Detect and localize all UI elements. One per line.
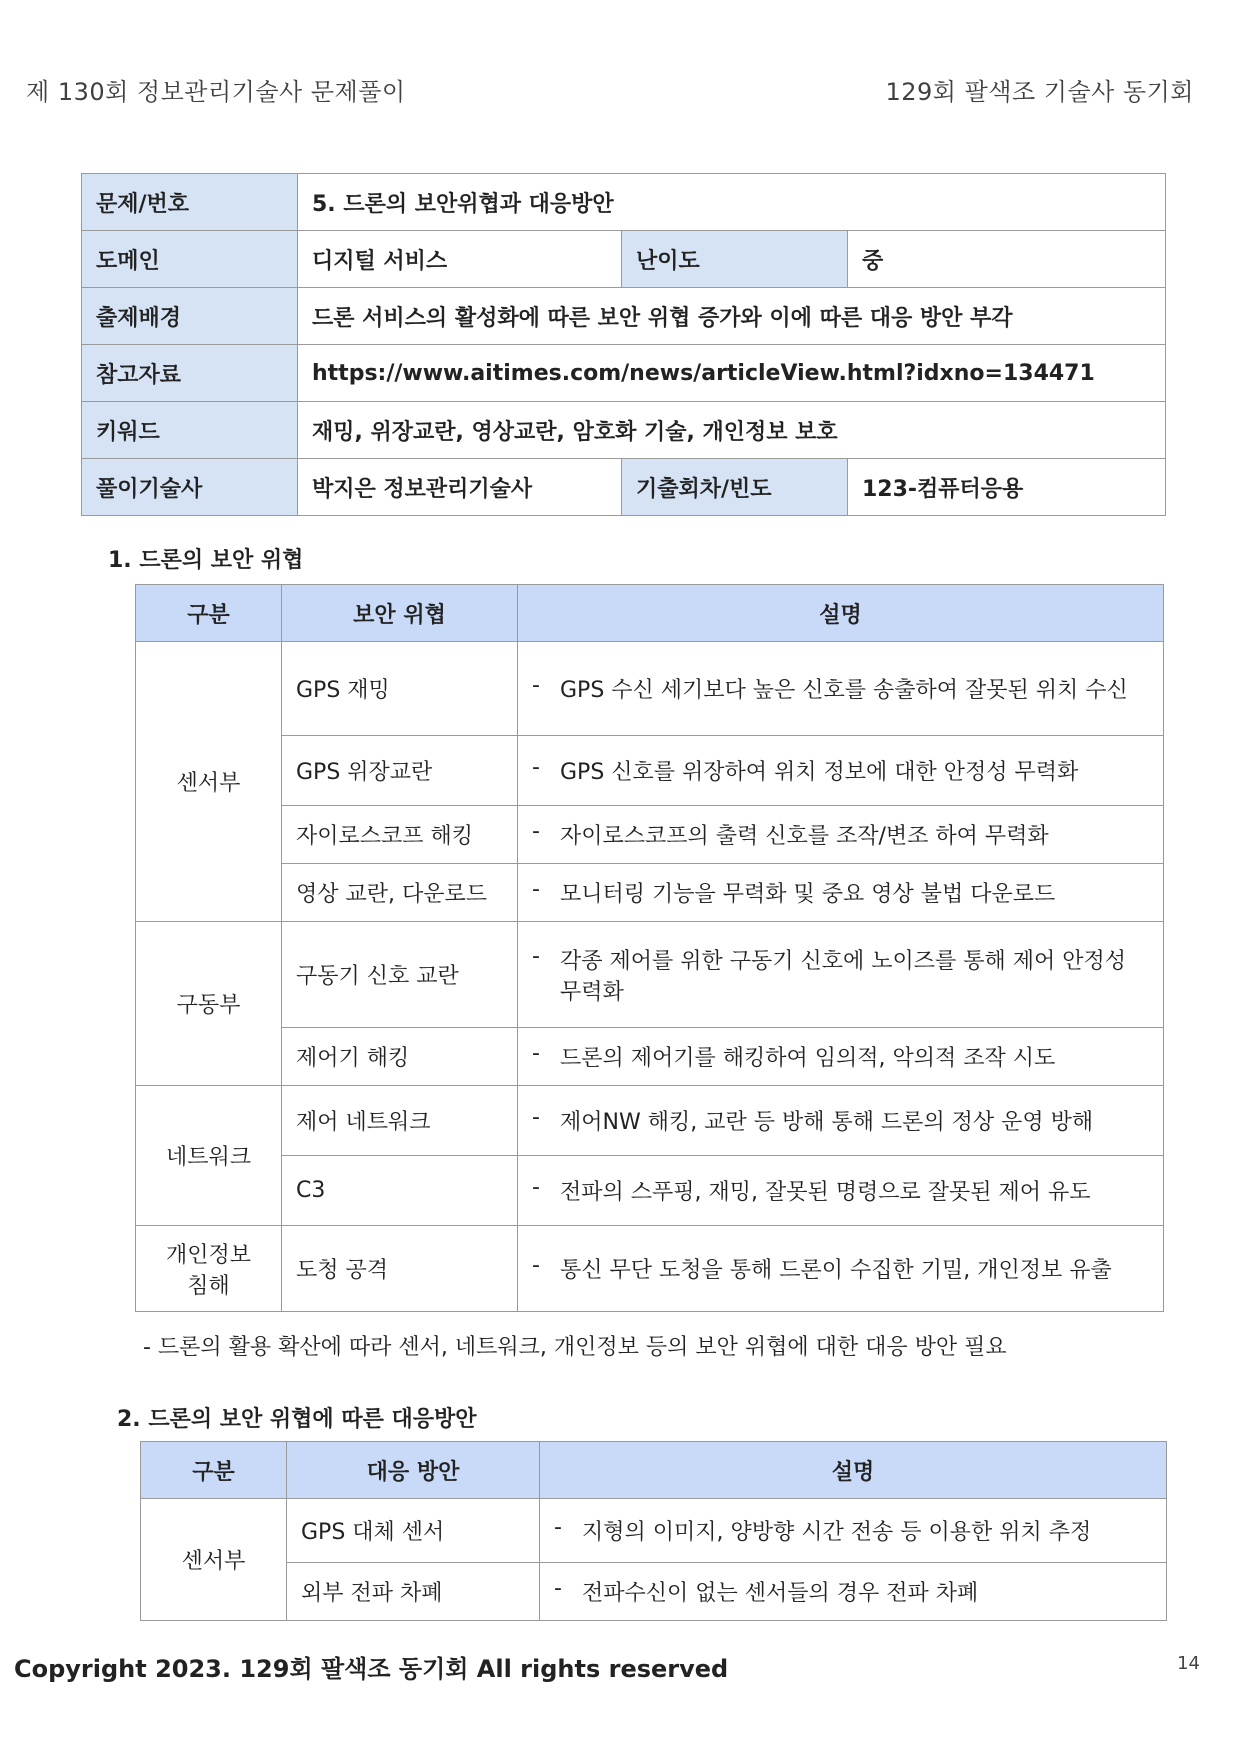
threat-cell: 제어기 해킹 [282, 1028, 518, 1086]
difficulty-label: 난이도 [622, 231, 848, 288]
table-header-row [141, 1442, 1167, 1499]
description-text: 지형의 이미지, 양방향 시간 전송 등 이용한 위치 추정 [582, 1520, 1092, 1545]
domain-value: 디지털 서비스 [298, 231, 622, 288]
description-text: 드론의 제어기를 해킹하여 임의적, 악의적 조작 시도 [560, 1046, 1056, 1071]
table-row [136, 1086, 1164, 1156]
table-row [141, 1499, 1167, 1563]
header-right-title: 129회 팔색조 기술사 동기회 [885, 78, 1194, 106]
description-text: 통신 무단 도청을 통해 드론이 수집한 기밀, 개인정보 유출 [560, 1258, 1112, 1283]
bullet-dash: - [532, 755, 540, 780]
description-text: GPS 신호를 위장하여 위치 정보에 대한 안정성 무력화 [560, 760, 1079, 785]
category-cell: 센서부 [136, 642, 282, 922]
threat-cell: 자이로스코프 해킹 [282, 806, 518, 864]
history-value: 123-컴퓨터응용 [848, 459, 1166, 516]
problem-value: 5. 드론의 보안위협과 대응방안 [298, 174, 1166, 231]
column-header: 설명 [518, 585, 1164, 642]
threat-cell: 구동기 신호 교란 [282, 922, 518, 1028]
threat-cell: 영상 교란, 다운로드 [282, 864, 518, 922]
category-cell: 구동부 [136, 922, 282, 1086]
table-row [82, 174, 1166, 231]
domain-label: 도메인 [82, 231, 298, 288]
description-cell [518, 1086, 1164, 1156]
countermeasure-table [140, 1441, 1167, 1621]
column-header: 구분 [136, 585, 282, 642]
table-row [82, 288, 1166, 345]
description-text: 각종 제어를 위한 구동기 신호에 노이즈를 통해 제어 안정성 무력화 [560, 948, 1126, 1005]
table-row [136, 1226, 1164, 1312]
bullet-dash: - [532, 1253, 540, 1278]
category-cell: 네트워크 [136, 1086, 282, 1226]
description-cell [518, 736, 1164, 806]
bullet-dash: - [532, 673, 540, 698]
bullet-dash: - [532, 877, 540, 902]
table-row [82, 231, 1166, 288]
table-row [136, 736, 1164, 806]
description-cell [518, 1156, 1164, 1226]
table-row [136, 806, 1164, 864]
section2-title: 2. 드론의 보안 위협에 따른 대응방안 [117, 1407, 477, 1432]
description-text: 제어NW 해킹, 교란 등 방해 통해 드론의 정상 운영 방해 [560, 1110, 1094, 1135]
history-label: 기출회차/빈도 [622, 459, 848, 516]
page-number: 14 [1177, 1653, 1200, 1674]
problem-info-table [81, 173, 1166, 516]
column-header: 보안 위협 [282, 585, 518, 642]
table-row [136, 864, 1164, 922]
description-text: 전파의 스푸핑, 재밍, 잘못된 명령으로 잘못된 제어 유도 [560, 1180, 1091, 1205]
measure-cell: GPS 대체 센서 [287, 1499, 540, 1563]
table-row [82, 345, 1166, 402]
background-value: 드론 서비스의 활성화에 따른 보안 위협 증가와 이에 따른 대응 방안 부각 [298, 288, 1166, 345]
bullet-dash: - [532, 1175, 540, 1200]
section1-title: 1. 드론의 보안 위협 [108, 548, 304, 573]
bullet-dash: - [554, 1515, 562, 1540]
author-value: 박지은 정보관리기술사 [298, 459, 622, 516]
table-row [82, 402, 1166, 459]
threat-cell: C3 [282, 1156, 518, 1226]
author-label: 풀이기술사 [82, 459, 298, 516]
table-row [136, 642, 1164, 736]
threat-cell: GPS 재밍 [282, 642, 518, 736]
bullet-dash: - [554, 1576, 562, 1601]
bullet-dash: - [532, 819, 540, 844]
table-header-row [136, 585, 1164, 642]
threat-cell: GPS 위장교란 [282, 736, 518, 806]
description-cell [518, 642, 1164, 736]
table-row [82, 459, 1166, 516]
reference-label: 참고자료 [82, 345, 298, 402]
description-text: 모니터링 기능을 무력화 및 중요 영상 불법 다운로드 [560, 882, 1056, 907]
header-left-title: 제 130회 정보관리기술사 문제풀이 [26, 78, 406, 106]
description-cell [518, 1028, 1164, 1086]
reference-link[interactable]: https://www.aitimes.com/news/articleView.html?idxno=134471 [298, 345, 1166, 402]
column-header: 설명 [540, 1442, 1167, 1499]
copyright-footer: Copyright 2023. 129회 팔색조 동기회 All rights reserved [14, 1655, 729, 1683]
table-row [141, 1563, 1167, 1621]
difficulty-value: 중 [848, 231, 1166, 288]
table-row [136, 922, 1164, 1028]
keyword-label: 키워드 [82, 402, 298, 459]
threat-cell: 제어 네트워크 [282, 1086, 518, 1156]
description-text: 전파수신이 없는 센서들의 경우 전파 차폐 [582, 1581, 979, 1606]
threat-note: - 드론의 활용 확산에 따라 센서, 네트워크, 개인정보 등의 보안 위협에 대한 대응 방안 필요 [143, 1335, 1007, 1360]
table-row [136, 1156, 1164, 1226]
bullet-dash: - [532, 1105, 540, 1130]
description-cell [518, 1226, 1164, 1312]
problem-label: 문제/번호 [82, 174, 298, 231]
category-cell: 개인정보 침해 [136, 1226, 282, 1312]
column-header: 대응 방안 [287, 1442, 540, 1499]
measure-cell: 외부 전파 차폐 [287, 1563, 540, 1621]
description-cell [518, 864, 1164, 922]
description-cell [518, 922, 1164, 1028]
column-header: 구분 [141, 1442, 287, 1499]
background-label: 출제배경 [82, 288, 298, 345]
description-cell [540, 1563, 1167, 1621]
table-row [136, 1028, 1164, 1086]
description-cell [518, 806, 1164, 864]
description-cell [540, 1499, 1167, 1563]
threat-cell: 도청 공격 [282, 1226, 518, 1312]
threat-table [135, 584, 1164, 1312]
category-cell: 센서부 [141, 1499, 287, 1621]
bullet-dash: - [532, 943, 540, 969]
description-text: 자이로스코프의 출력 신호를 조작/변조 하여 무력화 [560, 824, 1049, 849]
bullet-dash: - [532, 1041, 540, 1066]
description-text: GPS 수신 세기보다 높은 신호를 송출하여 잘못된 위치 수신 [560, 678, 1128, 703]
keyword-value: 재밍, 위장교란, 영상교란, 암호화 기술, 개인정보 보호 [298, 402, 1166, 459]
